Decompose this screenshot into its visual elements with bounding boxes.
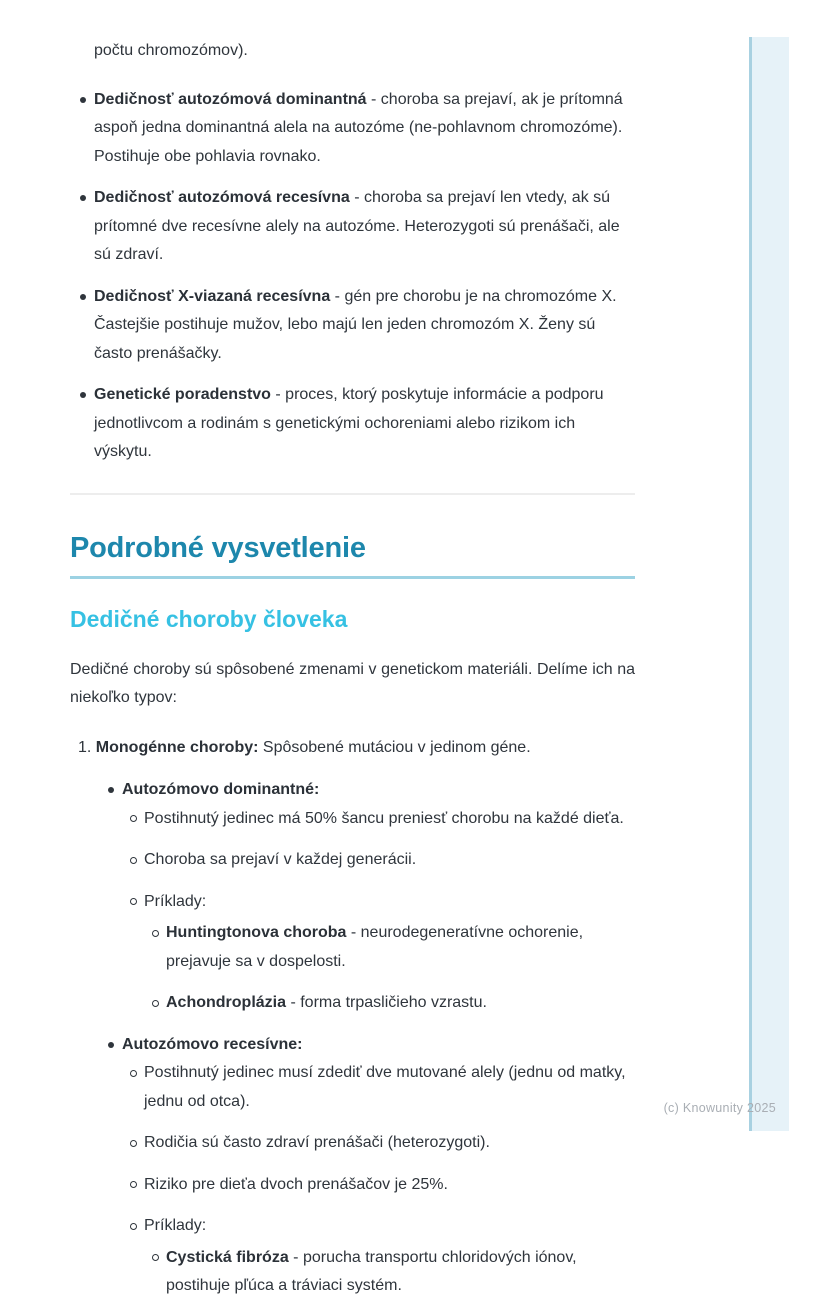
point-item — [144, 888, 635, 1018]
point-text: Postihnutý jedinec musí zdediť dve mutované alely (jednu od matky, jednu od otca). — [144, 1064, 626, 1110]
term-bold: Dedičnosť autozómová recesívna — [94, 189, 350, 206]
point-item — [144, 805, 635, 834]
list-item — [94, 381, 635, 467]
item-label-bold: Monogénne choroby: — [95, 738, 259, 756]
point-list — [144, 1059, 635, 1301]
definition-text: - choroba sa prejaví len vtedy, ak sú prítomné dve recesívne alely na autozóme. Heterozygoti sú prenášači, ale sú zdraví. — [94, 189, 620, 263]
list-item — [94, 184, 635, 270]
page-title: Podrobné vysvetlenie — [70, 531, 635, 579]
point-text: Príklady: — [144, 892, 207, 910]
example-term-bold: Cystická fibróza — [166, 1248, 289, 1266]
example-term-bold: Achondroplázia — [166, 994, 287, 1011]
subsection-title: Dedičné choroby človeka — [70, 605, 348, 632]
example-term-bold: Huntingtonova choroba — [166, 924, 347, 941]
definition-text: - gén pre chorobu je na chromozóme X. Častejšie postihuje mužov, lebo majú len jeden chromozóm X. Ženy sú často prenášačky. — [94, 287, 617, 362]
watermark: (c) Knowunity 2025 — [663, 1101, 776, 1115]
list-item — [94, 86, 635, 172]
content-column — [70, 0, 635, 1314]
point-text: Rodičia sú často zdraví prenášači (heterozygoti). — [144, 1134, 490, 1151]
section-divider — [70, 493, 635, 495]
example-item — [166, 919, 635, 976]
group-title — [122, 776, 635, 805]
term-bold: Genetické poradenstvo — [94, 386, 271, 403]
intro-paragraph: Dedičné choroby sú spôsobené zmenami v genetickom materiáli. Delíme ich na niekoľko typov: — [70, 660, 635, 706]
group-item — [122, 1031, 635, 1301]
definition-list — [70, 86, 635, 467]
group-item — [122, 776, 635, 1018]
point-item — [144, 846, 635, 875]
point-text: Riziko pre dieťa dvoch prenášačov je 25%. — [144, 1175, 448, 1193]
point-item — [144, 1129, 635, 1158]
point-text: Choroba sa prejaví v každej generácii. — [144, 851, 417, 868]
list-item — [94, 283, 635, 369]
example-item — [166, 989, 635, 1018]
example-definition: - porucha transportu chloridových iónov, postihuje pľúca a tráviaci systém. — [166, 1248, 577, 1294]
term-bold: Dedičnosť autozómová dominantná — [94, 90, 367, 108]
example-list — [166, 919, 635, 1018]
group-title — [122, 1031, 635, 1060]
point-item — [144, 1171, 635, 1200]
point-item — [144, 1212, 635, 1301]
definition-text: - proces, ktorý poskytuje informácie a podporu jednotlivcom a rodinám s genetickými ochoreniami alebo rizikom ich výskytu. — [94, 386, 604, 460]
item-number: 1. — [78, 738, 92, 756]
example-list — [166, 1244, 635, 1301]
term-bold: Dedičnosť X-viazaná recesívna — [94, 287, 331, 305]
definition-text: - choroba sa prejaví, ak je prítomná aspoň jedna dominantná alela na autozóme (ne-pohlavnom chromozóme). Postihuje obe pohlavia rovnako. — [94, 90, 623, 165]
point-text: Príklady: — [144, 1217, 207, 1234]
item-description: Spôsobené mutáciou v jedinom géne. — [258, 738, 531, 756]
example-item — [166, 1244, 635, 1301]
continuation-line: počtu chromozómov). — [94, 42, 248, 59]
group-title-bold: Autozómovo dominantné: — [122, 781, 320, 798]
example-definition: - forma trpasličieho vzrastu. — [286, 994, 487, 1011]
group-list — [122, 776, 635, 1301]
point-list — [144, 805, 635, 1018]
right-edge-highlight-strip — [749, 37, 789, 1131]
point-item — [144, 1059, 635, 1116]
group-title-bold: Autozómovo recesívne: — [122, 1035, 303, 1053]
point-text: Postihnutý jedinec má 50% šancu preniesť chorobu na každé dieťa. — [144, 809, 624, 827]
numbered-item — [70, 734, 635, 1301]
numbered-item-heading — [78, 734, 635, 763]
example-definition: - neurodegeneratívne ochorenie, prejavuje sa v dospelosti. — [166, 924, 584, 970]
